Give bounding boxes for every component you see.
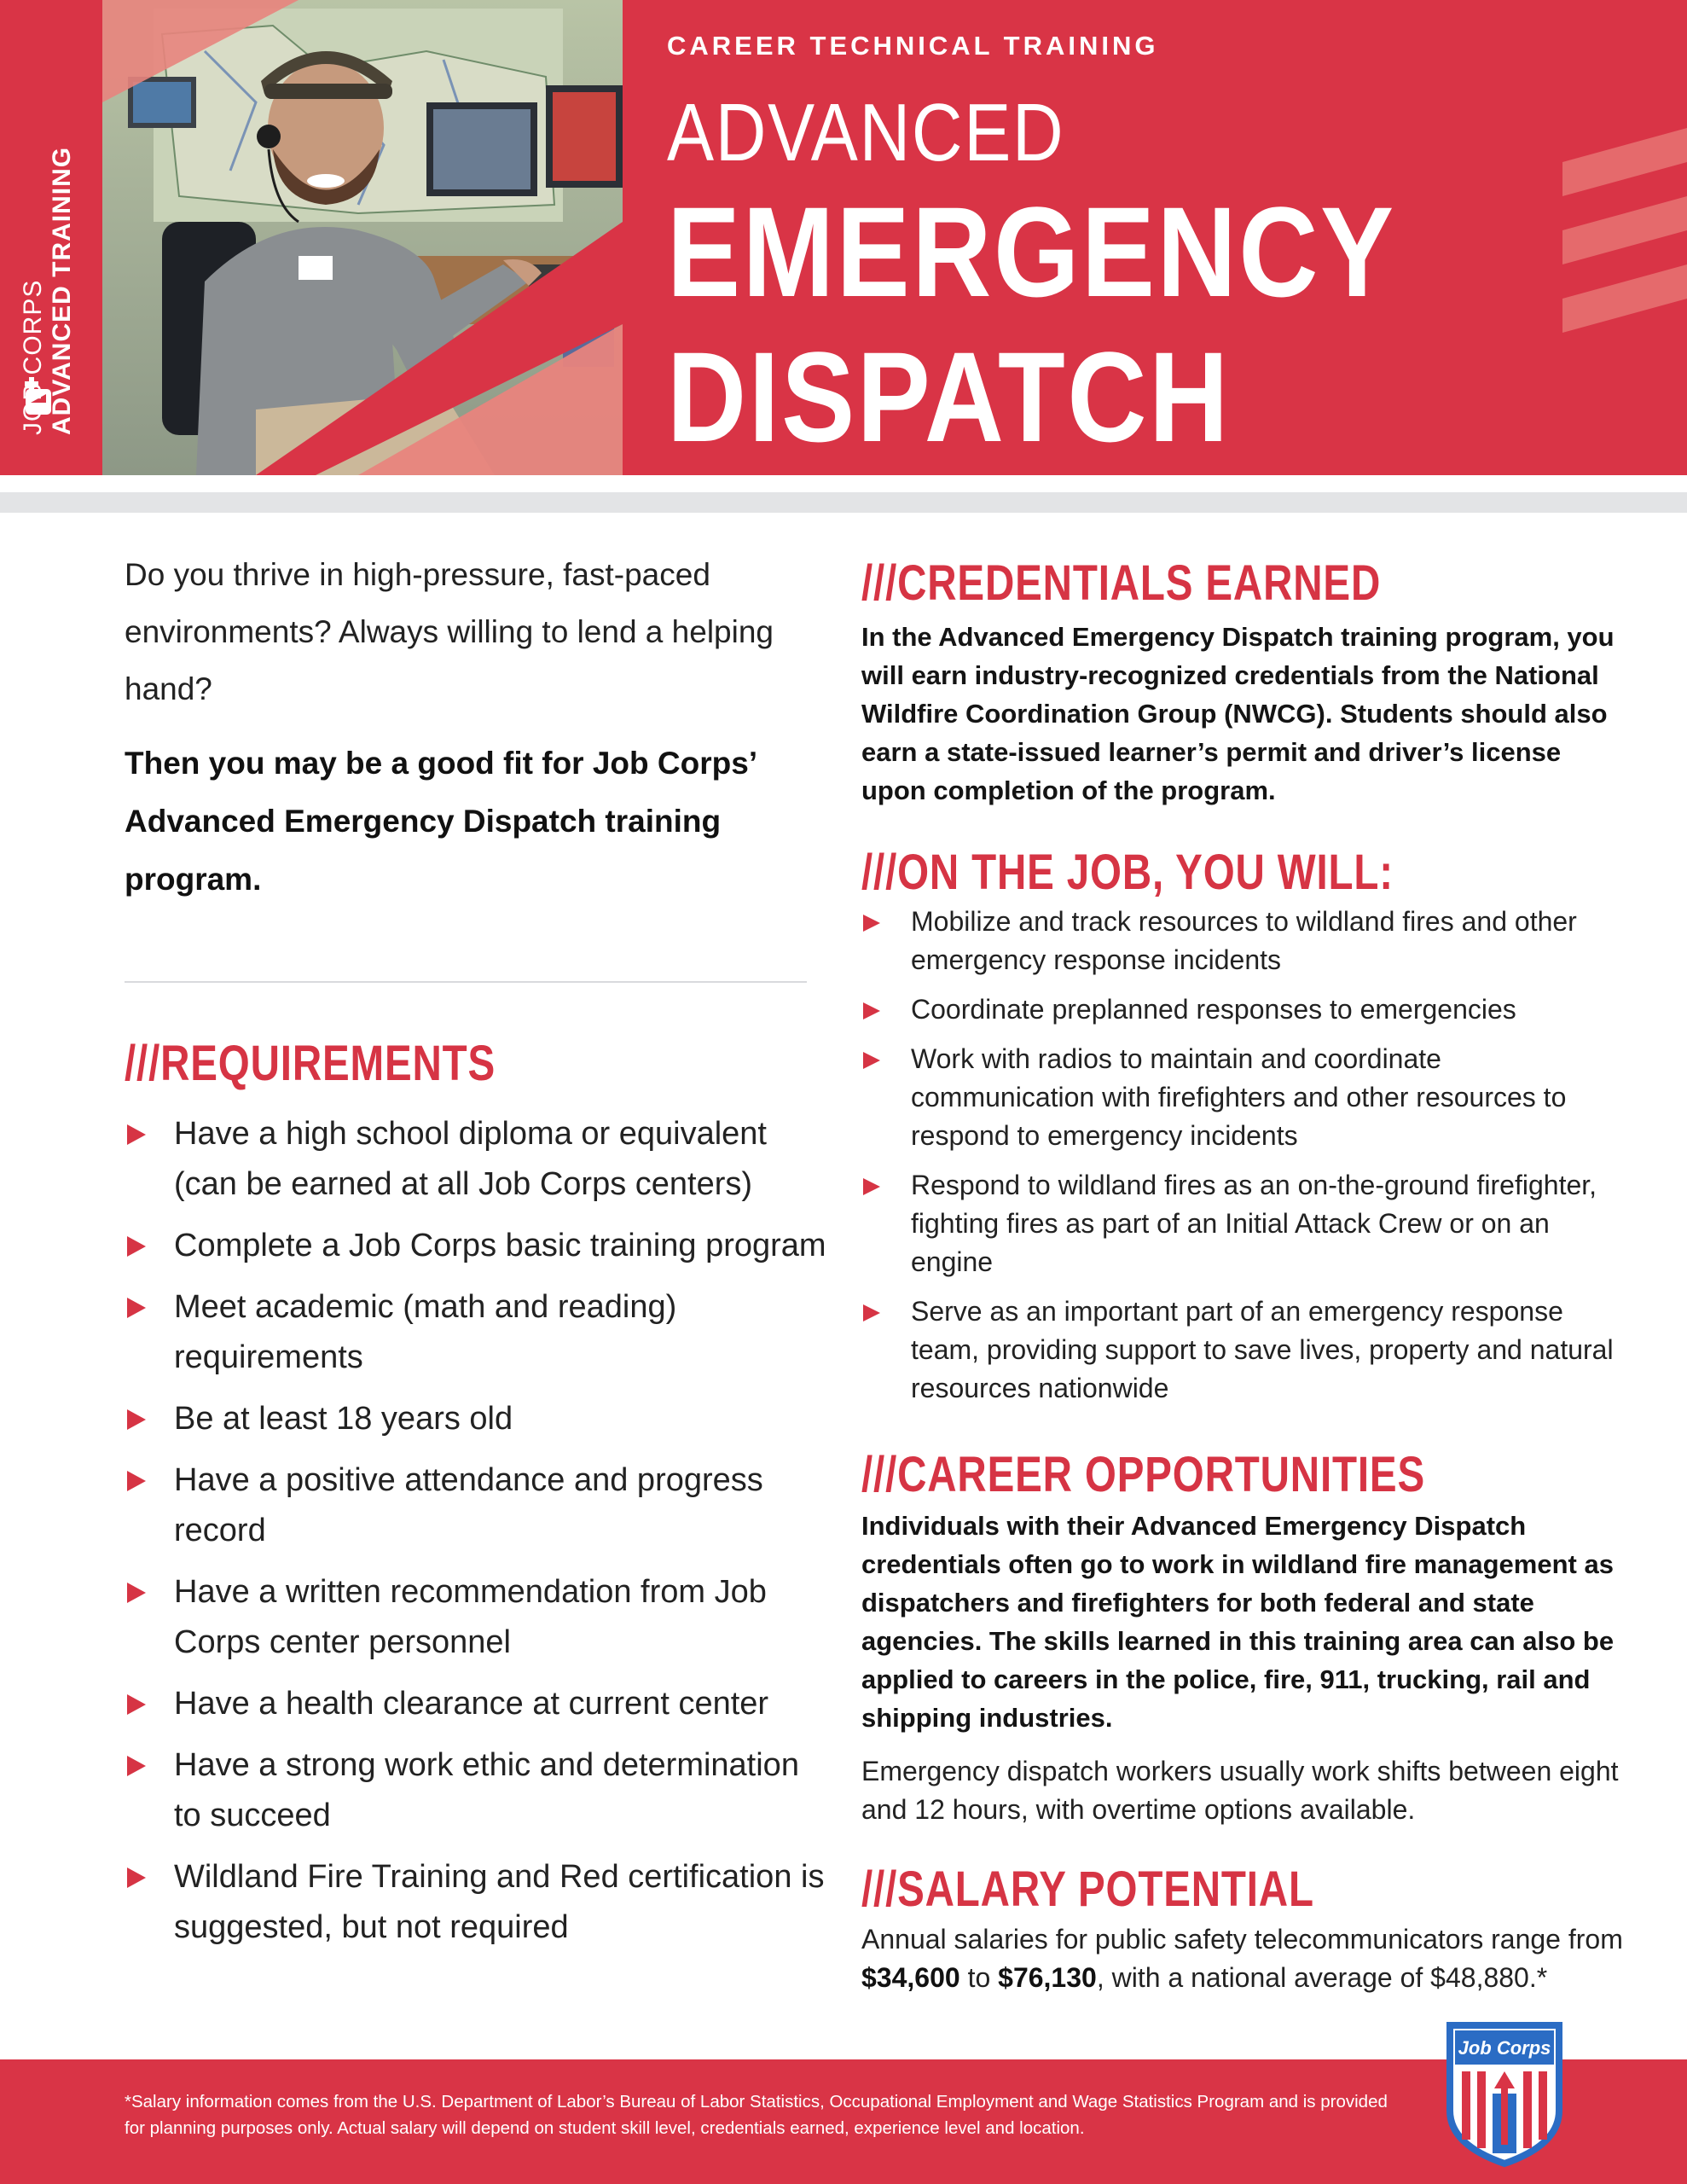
list-item [861, 903, 1629, 979]
requirement-text: Have a positive attendance and progress record [174, 1462, 763, 1548]
credentials-heading: ///CREDENTIALS EARNED [861, 555, 1382, 611]
decorative-stripes-icon [1562, 128, 1687, 341]
intro-question: Do you thrive in high-pressure, fast-paced environments? Always willing to lend a helping hand? [125, 557, 774, 706]
requirement-text: Have a written recommendation from Job Corps center personnel [174, 1574, 767, 1660]
credentials-text: In the Advanced Emergency Dispatch training program, you will earn industry-recognized credentials from the National Wildfire Coordination Group (NWCG). Students should also earn a state-issued learner’s permit and driver’s license upon completion of the program. [861, 622, 1615, 805]
salary-heading: ///SALARY POTENTIAL [861, 1862, 1314, 1917]
requirement-text: Be at least 18 years old [174, 1401, 513, 1437]
job-duty-text: Coordinate preplanned responses to emergencies [911, 994, 1516, 1025]
bullet-triangle-icon [127, 1694, 146, 1715]
list-item [125, 1740, 832, 1841]
list-item [125, 1679, 832, 1729]
side-brand-line2: ADVANCED TRAINING [48, 146, 76, 435]
bullet-triangle-icon [127, 1867, 146, 1888]
bullet-triangle-icon [127, 1583, 146, 1603]
career-text: Individuals with their Advanced Emergency Dispatch credentials often go to work in wildland fire management as dispatchers and firefighters for both federal and state agencies. The skills learned in this training area can also be applied to careers in the police, fire, 911, trucking, rail and shipping industries. [861, 1511, 1615, 1733]
list-item [125, 1455, 832, 1556]
job-corps-badge-icon [1441, 2017, 1568, 2169]
salary-prefix: Annual salaries for public safety telecommunicators range from [861, 1924, 1623, 1955]
requirement-text: Meet academic (math and reading) requirements [174, 1289, 677, 1375]
bullet-triangle-icon [863, 1002, 880, 1019]
job-duty-text: Mobilize and track resources to wildland fires and other emergency response incidents [911, 906, 1577, 975]
list-item [125, 1852, 832, 1953]
bullet-triangle-icon [863, 1304, 880, 1321]
salary-footnote: *Salary information comes from the U.S. Department of Labor’s Bureau of Labor Statistics, Occupational Employment and Wage Statistics Program and is provided for planning purposes only. Actual salary will depend on student skill level, credentials earned, experience level and location. [125, 2092, 1388, 2138]
salary-low: $34,600 [861, 1962, 960, 1993]
intro-answer: Then you may be a good fit for Job Corps’ Advanced Emergency Dispatch training program. [125, 746, 757, 897]
list-item [125, 1221, 832, 1271]
bullet-triangle-icon [863, 1178, 880, 1195]
job-duty-text: Work with radios to maintain and coordinate communication with firefighters and other resources to respond to emergency incidents [911, 1043, 1567, 1151]
intro-divider [125, 981, 807, 983]
header-banner [0, 0, 1687, 475]
list-item [125, 1394, 832, 1444]
title-line-dispatch: DISPATCH [667, 325, 1231, 468]
list-item [861, 1166, 1629, 1281]
job-duty-text: Respond to wildland fires as an on-the-ground firefighter, fighting fires as part of an Initial Attack Crew or on an engine [911, 1170, 1597, 1277]
salary-text [861, 1920, 1629, 1997]
requirement-text: Have a health clearance at current center [174, 1686, 769, 1722]
bullet-triangle-icon [127, 1236, 146, 1257]
job-duty-text: Serve as an important part of an emergency response team, providing support to save lives, property and natural resources nationwide [911, 1296, 1614, 1403]
career-heading: ///CAREER OPPORTUNITIES [861, 1447, 1425, 1502]
bullet-triangle-icon [863, 915, 880, 932]
requirement-text: Have a strong work ethic and determination to succeed [174, 1747, 799, 1833]
on-the-job-heading: ///ON THE JOB, YOU WILL: [861, 845, 1394, 900]
bullet-triangle-icon [127, 1756, 146, 1776]
bullet-triangle-icon [127, 1471, 146, 1491]
on-the-job-list [861, 903, 1629, 1419]
header-title-block [667, 0, 1520, 475]
header-divider-bar [0, 492, 1687, 513]
career-note: Emergency dispatch workers usually work shifts between eight and 12 hours, with overtime options available. [861, 1756, 1619, 1825]
list-item [861, 1292, 1629, 1408]
bullet-triangle-icon [127, 1409, 146, 1430]
list-item [125, 1109, 832, 1210]
title-line-emergency: EMERGENCY [667, 180, 1396, 323]
requirements-heading: ///REQUIREMENTS [125, 1036, 496, 1091]
badge-label: Job Corps [1458, 2037, 1551, 2059]
side-brand-line1: JOB CORPS [19, 279, 47, 435]
salary-high: $76,130 [998, 1962, 1097, 1993]
list-item [125, 1567, 832, 1668]
salary-mid: to [967, 1962, 991, 1993]
requirements-list [125, 1109, 832, 1964]
header-eyebrow: CAREER TECHNICAL TRAINING [667, 31, 1159, 61]
requirement-text: Wildland Fire Training and Red certification is suggested, but not required [174, 1859, 825, 1945]
title-line-advanced: ADVANCED [667, 87, 1065, 178]
list-item [861, 990, 1629, 1029]
dispatcher-photo [102, 0, 623, 475]
footer-bar [0, 2059, 1687, 2184]
salary-suffix: , with a national average of $48,880.* [1096, 1962, 1548, 1993]
requirement-text: Complete a Job Corps basic training program [174, 1228, 826, 1263]
bullet-triangle-icon [863, 1052, 880, 1069]
intro-block [125, 546, 824, 909]
bullet-triangle-icon [127, 1298, 146, 1318]
side-brand-text [19, 147, 77, 435]
list-item [125, 1282, 832, 1383]
list-item [861, 1040, 1629, 1155]
requirement-text: Have a high school diploma or equivalent (can be earned at all Job Corps centers) [174, 1116, 767, 1202]
bullet-triangle-icon [127, 1124, 146, 1145]
